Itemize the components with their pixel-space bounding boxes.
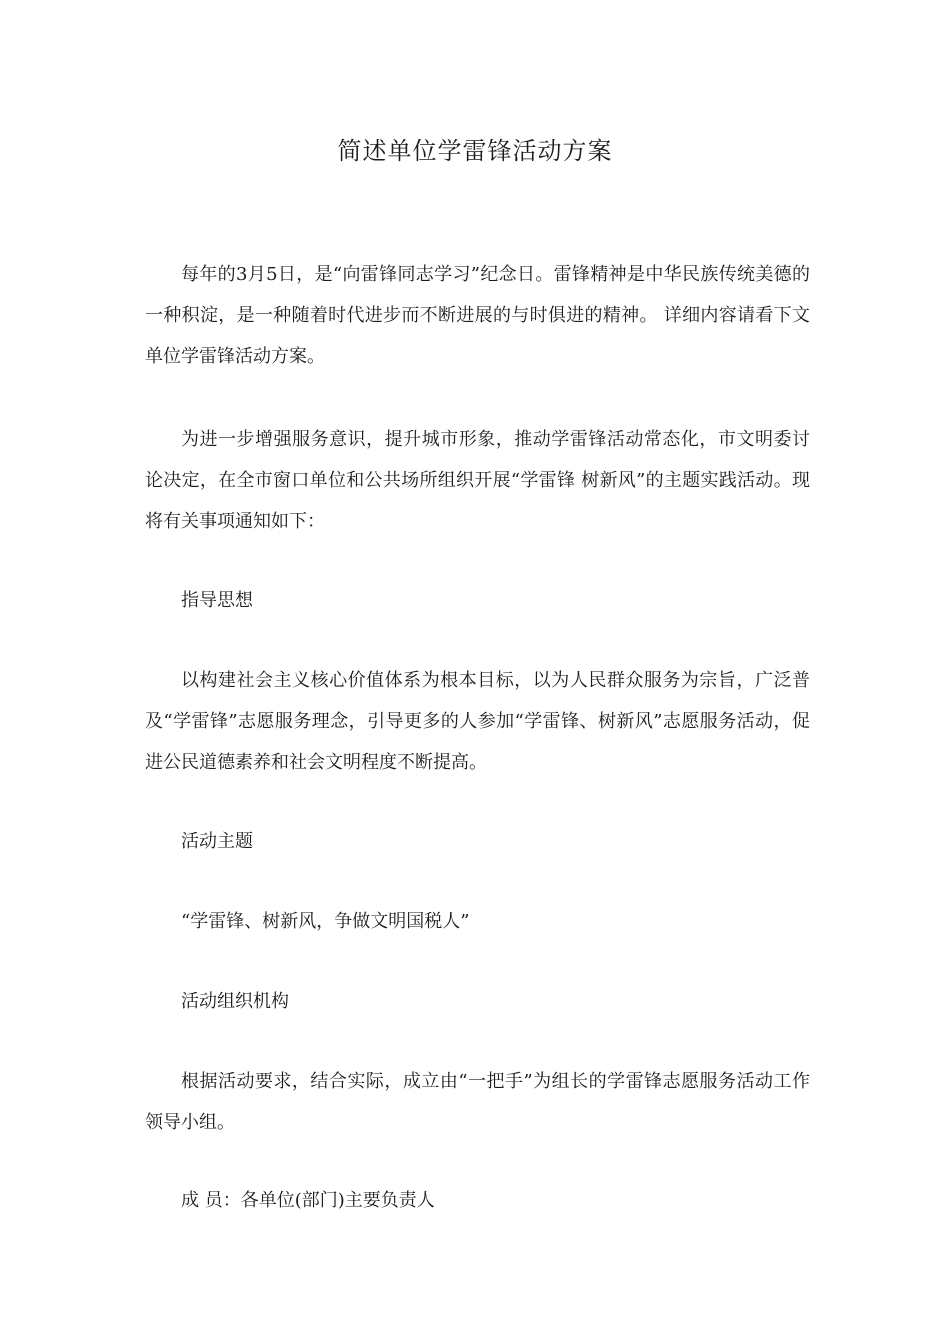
paragraph-notice: 为进一步增强服务意识，提升城市形象，推动学雷锋活动常态化，市文明委讨论决定，在全市窗口单位和公共场所组织开展“学雷锋 树新风”的主题实践活动。现将有关事项通知如下：	[145, 429, 810, 532]
paragraph-activity-theme: “学雷锋、树新风，争做文明国税人”	[181, 911, 470, 932]
paragraph-members: 成 员：各单位(部门)主要负责人	[181, 1190, 435, 1211]
section-heading-guiding-ideology: 指导思想	[181, 590, 253, 611]
paragraph-organization: 根据活动要求，结合实际，成立由“一把手”为组长的学雷锋志愿服务活动工作领导小组。	[145, 1071, 810, 1133]
section-heading-organization: 活动组织机构	[181, 991, 289, 1012]
paragraph-guiding-ideology: 以构建社会主义核心价值体系为根本目标，以为人民群众服务为宗旨，广泛普及“学雷锋”志愿服务理念，引导更多的人参加“学雷锋、树新风”志愿服务活动，促进公民道德素养和社会文明程度不断提高。	[145, 670, 810, 773]
document-title: 简述单位学雷锋活动方案	[337, 137, 613, 165]
paragraph-intro: 每年的3月5日，是“向雷锋同志学习”纪念日。雷锋精神是中华民族传统美德的一种积淀，是一种随着时代进步而不断进展的与时俱进的精神。 详细内容请看下文单位学雷锋活动方案。	[145, 264, 810, 367]
section-heading-activity-theme: 活动主题	[181, 831, 253, 852]
